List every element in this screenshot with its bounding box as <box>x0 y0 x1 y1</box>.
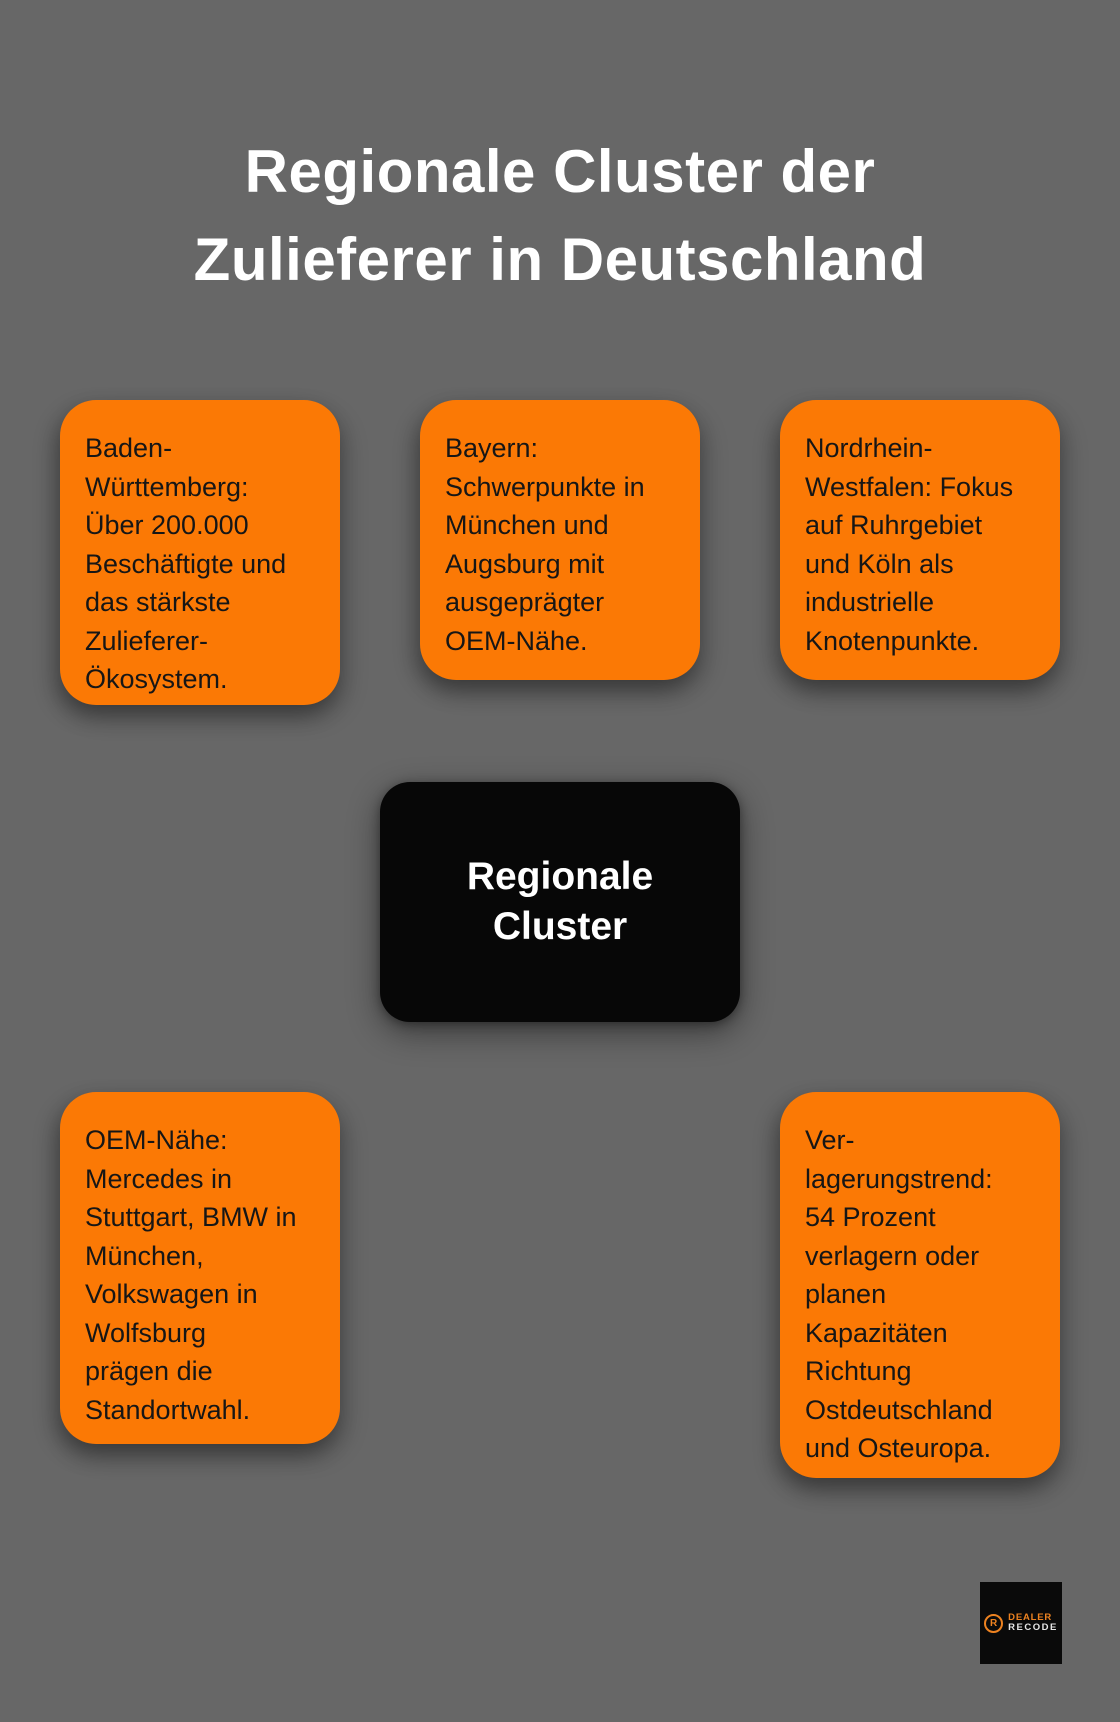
brand-wordmark <box>1008 1613 1058 1633</box>
card-nordrhein-westfalen <box>780 400 1060 680</box>
card-text: Nordrhein-Westfalen: Fokus auf Ruhrgebiet und Köln als industrielle Knotenpunkte. <box>805 433 1014 656</box>
r-circle-icon: R <box>984 1614 1003 1633</box>
center-node-label: Regionale Cluster <box>466 855 654 948</box>
card-oem-naehe <box>60 1092 340 1444</box>
card-text: Ver-lagerungstrend: 54 Prozent verlagern oder planen Kapazitäten Richtung Ostdeutschland und Osteuropa. <box>805 1125 993 1463</box>
dealer-recode-logo <box>980 1582 1062 1664</box>
center-node <box>380 782 740 1022</box>
page-title: Regionale Cluster der Zulieferer in Deutschland <box>193 138 927 294</box>
card-text: OEM-Nähe: Mercedes in Stuttgart, BMW in München, Volkswagen in Wolfsburg prägen die Standortwahl. <box>85 1125 297 1425</box>
card-baden-wuerttemberg <box>60 400 340 705</box>
card-text: Baden-Württemberg: Über 200.000 Beschäftigte und das stärkste Zulieferer-Ökosystem. <box>85 433 287 694</box>
brand-name-top: DEALER <box>1008 1612 1053 1623</box>
brand-name-bottom: RECODE <box>1008 1622 1058 1633</box>
card-verlagerungstrend <box>780 1092 1060 1478</box>
card-text: Bayern: Schwerpunkte in München und Augsburg mit ausgeprägter OEM-Nähe. <box>445 433 645 656</box>
card-bayern <box>420 400 700 680</box>
